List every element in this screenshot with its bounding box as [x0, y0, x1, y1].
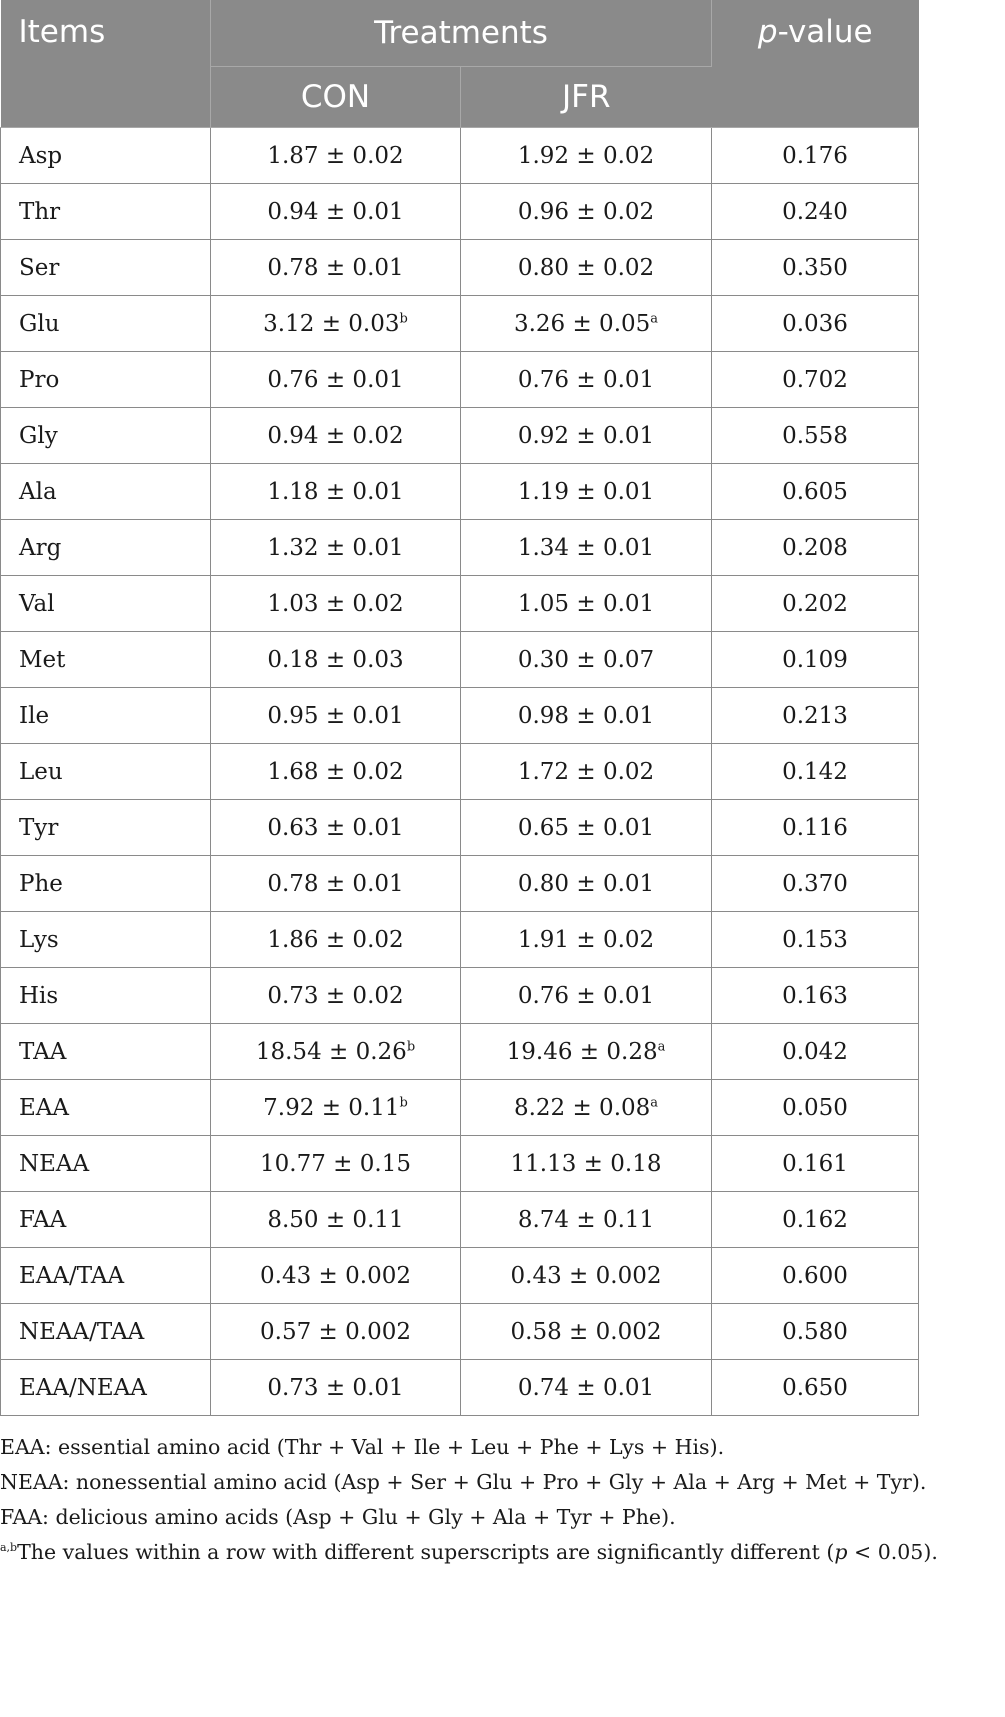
cell-con-value: 0.94 ± 0.01	[267, 198, 404, 225]
cell-item	[1, 464, 211, 520]
cell-con	[211, 1192, 461, 1248]
cell-item-value: Tyr	[19, 814, 59, 841]
cell-con	[211, 1304, 461, 1360]
cell-con-value: 0.76 ± 0.01	[267, 366, 404, 393]
cell-jfr	[461, 464, 712, 520]
cell-p-value-value: 0.036	[782, 310, 848, 337]
table-row	[1, 352, 919, 408]
cell-jfr	[461, 184, 712, 240]
header-con: CON	[211, 67, 461, 128]
cell-jfr-value: 19.46 ± 0.28	[506, 1038, 658, 1065]
cell-item	[1, 744, 211, 800]
cell-item-value: Glu	[19, 310, 60, 337]
cell-item	[1, 1304, 211, 1360]
header-treatments: Treatments	[211, 0, 712, 67]
cell-p-value	[712, 1080, 919, 1136]
cell-con	[211, 1248, 461, 1304]
table-row	[1, 744, 919, 800]
cell-item	[1, 296, 211, 352]
table-row	[1, 912, 919, 968]
cell-con-value: 1.32 ± 0.01	[267, 534, 404, 561]
cell-jfr-value: 0.80 ± 0.02	[517, 254, 655, 281]
cell-p-value-value: 0.600	[782, 1262, 848, 1289]
cell-jfr	[461, 1192, 712, 1248]
table-row	[1, 576, 919, 632]
cell-con-value: 0.63 ± 0.01	[267, 814, 404, 841]
cell-con-value: 0.43 ± 0.002	[260, 1262, 411, 1289]
cell-item	[1, 1248, 211, 1304]
cell-con	[211, 520, 461, 576]
cell-p-value	[712, 1136, 919, 1192]
cell-con	[211, 128, 461, 184]
cell-p-value-value: 0.142	[782, 758, 848, 785]
cell-item-value: Thr	[19, 198, 61, 225]
cell-con-value: 1.86 ± 0.02	[267, 926, 404, 953]
table-row	[1, 408, 919, 464]
cell-con-value: 8.50 ± 0.11	[267, 1206, 404, 1233]
table-row	[1, 856, 919, 912]
cell-jfr	[461, 1024, 712, 1080]
cell-con	[211, 296, 461, 352]
cell-p-value-value: 0.161	[782, 1150, 848, 1177]
table-row	[1, 128, 919, 184]
cell-item	[1, 688, 211, 744]
cell-item-value: FAA	[19, 1206, 67, 1233]
cell-con	[211, 968, 461, 1024]
table-row	[1, 1304, 919, 1360]
cell-jfr-value: 1.19 ± 0.01	[517, 478, 655, 505]
cell-jfr	[461, 968, 712, 1024]
table-row	[1, 1360, 919, 1416]
cell-p-value	[712, 744, 919, 800]
cell-p-value-value: 0.650	[782, 1374, 848, 1401]
cell-item-value: EAA/NEAA	[19, 1374, 147, 1401]
cell-con	[211, 856, 461, 912]
cell-p-value	[712, 352, 919, 408]
cell-jfr	[461, 520, 712, 576]
cell-item-value: NEAA	[19, 1150, 90, 1177]
cell-con	[211, 1024, 461, 1080]
table-row	[1, 1248, 919, 1304]
table-row	[1, 1136, 919, 1192]
cell-item	[1, 1136, 211, 1192]
cell-jfr-value: 8.74 ± 0.11	[517, 1206, 655, 1233]
cell-jfr-value: 8.22 ± 0.08	[513, 1094, 651, 1121]
table-row	[1, 296, 919, 352]
cell-jfr	[461, 576, 712, 632]
cell-con-value: 0.78 ± 0.01	[267, 870, 404, 897]
cell-con-superscript: b	[399, 1094, 408, 1110]
cell-p-value-value: 0.370	[782, 870, 848, 897]
cell-p-value	[712, 296, 919, 352]
header-p-italic: p	[757, 14, 778, 50]
cell-item-value: Ile	[19, 702, 50, 729]
cell-p-value-value: 0.116	[782, 814, 848, 841]
cell-con-value: 3.12 ± 0.03	[263, 310, 400, 337]
cell-p-value-value: 0.605	[782, 478, 848, 505]
cell-jfr	[461, 408, 712, 464]
table-row	[1, 688, 919, 744]
cell-con	[211, 184, 461, 240]
cell-jfr-superscript: a	[650, 1094, 659, 1110]
cell-p-value	[712, 520, 919, 576]
cell-jfr-value: 1.05 ± 0.01	[517, 590, 655, 617]
cell-item-value: EAA	[19, 1094, 70, 1121]
cell-con-value: 1.18 ± 0.01	[267, 478, 404, 505]
cell-p-value	[712, 688, 919, 744]
cell-jfr-value: 0.92 ± 0.01	[517, 422, 655, 449]
header-p-rest: -value	[777, 14, 873, 50]
cell-con	[211, 1360, 461, 1416]
cell-p-value	[712, 464, 919, 520]
footnote-sig-p: p	[834, 1540, 848, 1564]
cell-item-value: Asp	[19, 142, 63, 169]
cell-p-value-value: 0.558	[782, 422, 848, 449]
cell-jfr	[461, 296, 712, 352]
cell-p-value-value: 0.050	[782, 1094, 848, 1121]
cell-item-value: Met	[19, 646, 66, 673]
cell-jfr-value: 0.96 ± 0.02	[517, 198, 655, 225]
footnote-eaa: EAA: essential amino acid (Thr + Val + Ile + Leu + Phe + Lys + His).	[0, 1435, 725, 1459]
cell-item-value: Ser	[19, 254, 60, 281]
header-p-value	[712, 0, 919, 128]
table-header	[1, 0, 919, 128]
cell-item-value: Ala	[19, 478, 57, 505]
cell-jfr-value: 0.80 ± 0.01	[517, 870, 655, 897]
cell-item-value: TAA	[19, 1038, 67, 1065]
cell-item	[1, 520, 211, 576]
cell-jfr-value: 1.72 ± 0.02	[517, 758, 655, 785]
cell-con	[211, 1080, 461, 1136]
cell-p-value-value: 0.208	[782, 534, 848, 561]
cell-p-value-value: 0.163	[782, 982, 848, 1009]
cell-jfr-value: 0.43 ± 0.002	[510, 1262, 662, 1289]
cell-con	[211, 576, 461, 632]
footnote-sig-end: < 0.05).	[847, 1540, 938, 1564]
header-items: Items	[1, 0, 211, 128]
cell-p-value	[712, 1192, 919, 1248]
cell-item	[1, 352, 211, 408]
cell-item	[1, 1080, 211, 1136]
cell-p-value-value: 0.213	[782, 702, 848, 729]
cell-p-value-value: 0.176	[782, 142, 848, 169]
cell-jfr-value: 0.30 ± 0.07	[517, 646, 655, 673]
table-row	[1, 632, 919, 688]
table-row	[1, 464, 919, 520]
cell-jfr-value: 1.34 ± 0.01	[517, 534, 655, 561]
cell-jfr-superscript: a	[657, 1038, 666, 1054]
cell-jfr-value: 1.92 ± 0.02	[517, 142, 655, 169]
cell-con-value: 1.87 ± 0.02	[267, 142, 404, 169]
footnote-sig-text: The values within a row with different superscripts are significantly different (	[17, 1540, 835, 1564]
cell-item	[1, 1024, 211, 1080]
cell-item-value: Phe	[19, 870, 63, 897]
cell-jfr	[461, 856, 712, 912]
cell-con-value: 7.92 ± 0.11	[263, 1094, 400, 1121]
cell-con-value: 1.68 ± 0.02	[267, 758, 404, 785]
cell-jfr-value: 0.74 ± 0.01	[517, 1374, 655, 1401]
cell-item-value: Val	[19, 590, 55, 617]
cell-con-value: 0.57 ± 0.002	[260, 1318, 411, 1345]
cell-item-value: Arg	[19, 534, 62, 561]
header-jfr: JFR	[461, 67, 712, 128]
cell-jfr	[461, 1248, 712, 1304]
cell-jfr-superscript: a	[650, 310, 659, 326]
cell-con-value: 0.73 ± 0.01	[267, 1374, 404, 1401]
cell-con	[211, 632, 461, 688]
cell-con-superscript: b	[399, 310, 408, 326]
cell-item	[1, 800, 211, 856]
cell-jfr-value: 0.76 ± 0.01	[517, 366, 655, 393]
cell-p-value	[712, 912, 919, 968]
cell-item	[1, 856, 211, 912]
cell-item-value: Leu	[19, 758, 63, 785]
cell-p-value-value: 0.580	[782, 1318, 848, 1345]
cell-con-superscript: b	[406, 1038, 416, 1054]
cell-item	[1, 632, 211, 688]
cell-p-value	[712, 968, 919, 1024]
table-body	[1, 128, 919, 1416]
cell-jfr	[461, 1304, 712, 1360]
footnote-significance	[0, 1535, 1000, 1570]
cell-p-value	[712, 800, 919, 856]
cell-p-value	[712, 1304, 919, 1360]
table-row	[1, 968, 919, 1024]
table-row	[1, 800, 919, 856]
cell-item	[1, 408, 211, 464]
cell-con-value: 0.78 ± 0.01	[267, 254, 404, 281]
footnote-faa: FAA: delicious amino acids (Asp + Glu + Gly + Ala + Tyr + Phe).	[0, 1505, 676, 1529]
cell-item-value: NEAA/TAA	[19, 1318, 145, 1345]
table-row	[1, 1024, 919, 1080]
footnote-neaa: NEAA: nonessential amino acid (Asp + Ser + Glu + Pro + Gly + Ala + Arg + Met + Tyr).	[0, 1470, 927, 1494]
cell-item	[1, 1360, 211, 1416]
cell-item	[1, 576, 211, 632]
cell-jfr	[461, 800, 712, 856]
cell-con-value: 0.95 ± 0.01	[267, 702, 404, 729]
cell-con	[211, 464, 461, 520]
cell-item	[1, 912, 211, 968]
cell-item	[1, 128, 211, 184]
cell-item	[1, 240, 211, 296]
cell-jfr	[461, 1360, 712, 1416]
cell-item	[1, 1192, 211, 1248]
cell-jfr-value: 0.58 ± 0.002	[510, 1318, 662, 1345]
cell-con-value: 0.73 ± 0.02	[267, 982, 404, 1009]
cell-con	[211, 240, 461, 296]
cell-p-value	[712, 632, 919, 688]
cell-item-value: His	[19, 982, 59, 1009]
cell-p-value-value: 0.350	[782, 254, 848, 281]
cell-jfr	[461, 240, 712, 296]
footnotes	[0, 1430, 1000, 1570]
cell-jfr-value: 0.65 ± 0.01	[517, 814, 655, 841]
cell-jfr-value: 0.98 ± 0.01	[517, 702, 655, 729]
table-row	[1, 1192, 919, 1248]
cell-con	[211, 912, 461, 968]
cell-jfr	[461, 688, 712, 744]
cell-p-value-value: 0.240	[782, 198, 848, 225]
cell-jfr	[461, 1080, 712, 1136]
cell-p-value-value: 0.202	[782, 590, 848, 617]
cell-p-value	[712, 576, 919, 632]
cell-jfr-value: 11.13 ± 0.18	[510, 1150, 662, 1177]
cell-p-value-value: 0.702	[782, 366, 848, 393]
table-row	[1, 520, 919, 576]
cell-item	[1, 968, 211, 1024]
cell-jfr	[461, 912, 712, 968]
cell-item-value: EAA/TAA	[19, 1262, 125, 1289]
cell-p-value-value: 0.162	[782, 1206, 848, 1233]
cell-p-value	[712, 128, 919, 184]
cell-p-value-value: 0.042	[782, 1038, 848, 1065]
cell-jfr	[461, 632, 712, 688]
table-row	[1, 184, 919, 240]
cell-jfr	[461, 128, 712, 184]
table-row	[1, 1080, 919, 1136]
cell-con	[211, 352, 461, 408]
cell-jfr	[461, 1136, 712, 1192]
cell-item-value: Gly	[19, 422, 58, 449]
cell-con-value: 0.18 ± 0.03	[267, 646, 404, 673]
cell-con-value: 1.03 ± 0.02	[267, 590, 404, 617]
cell-jfr	[461, 744, 712, 800]
table-row	[1, 240, 919, 296]
cell-jfr	[461, 352, 712, 408]
cell-jfr-value: 0.76 ± 0.01	[517, 982, 655, 1009]
cell-p-value	[712, 240, 919, 296]
footnote-sig-superscript: a,b	[0, 1541, 18, 1555]
cell-con	[211, 800, 461, 856]
cell-item	[1, 184, 211, 240]
cell-p-value	[712, 1248, 919, 1304]
cell-p-value	[712, 408, 919, 464]
cell-con	[211, 688, 461, 744]
cell-p-value	[712, 1360, 919, 1416]
cell-item-value: Lys	[19, 926, 59, 953]
cell-jfr-value: 1.91 ± 0.02	[517, 926, 655, 953]
cell-p-value	[712, 856, 919, 912]
cell-con	[211, 408, 461, 464]
cell-con-value: 0.94 ± 0.02	[267, 422, 404, 449]
cell-p-value	[712, 184, 919, 240]
cell-p-value-value: 0.153	[782, 926, 848, 953]
cell-item-value: Pro	[19, 366, 60, 393]
cell-con	[211, 1136, 461, 1192]
cell-con-value: 18.54 ± 0.26	[255, 1038, 407, 1065]
cell-p-value	[712, 1024, 919, 1080]
cell-jfr-value: 3.26 ± 0.05	[513, 310, 651, 337]
cell-p-value-value: 0.109	[782, 646, 848, 673]
cell-con	[211, 744, 461, 800]
cell-con-value: 10.77 ± 0.15	[260, 1150, 411, 1177]
